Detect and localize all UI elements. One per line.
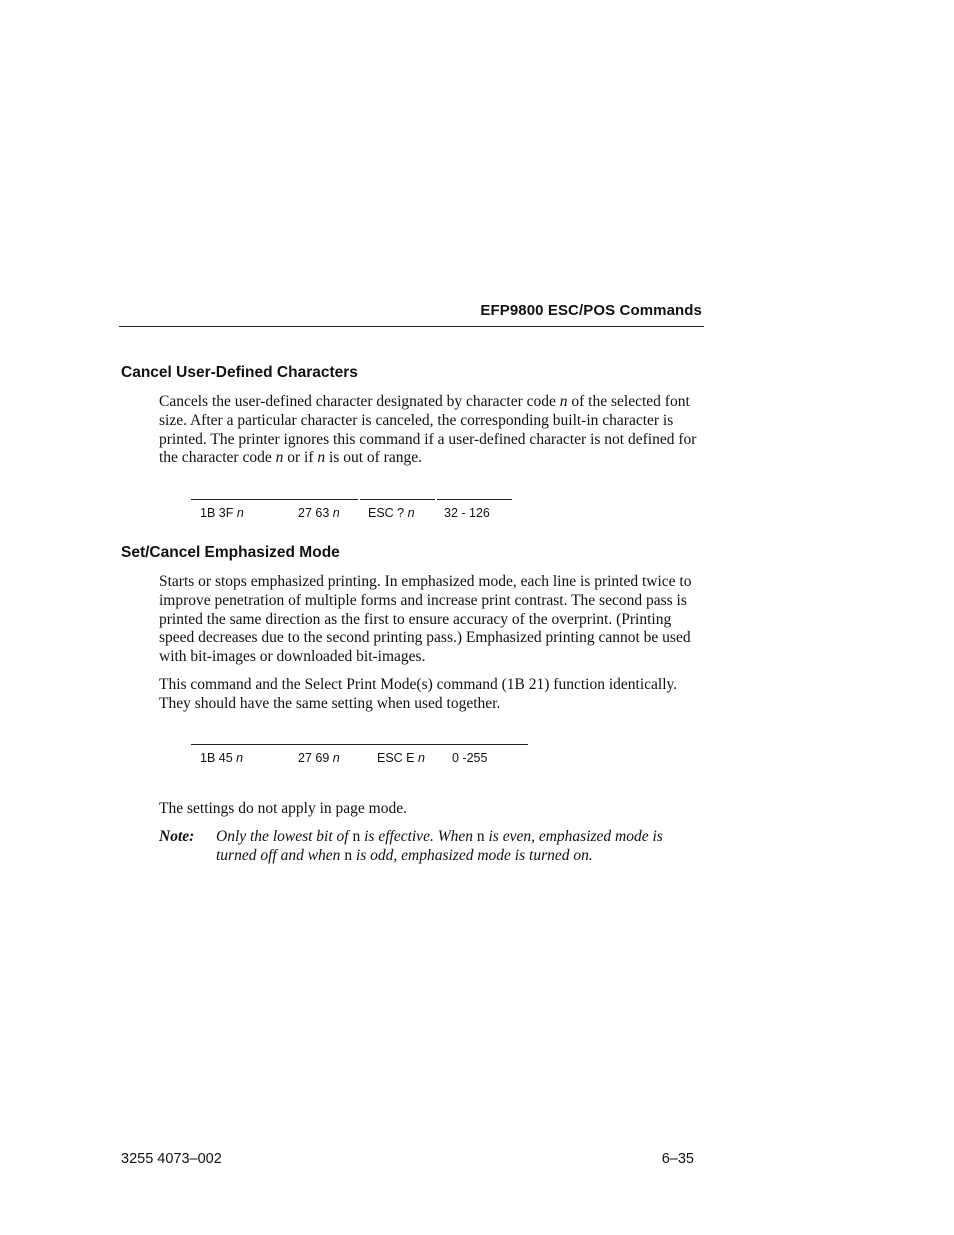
hex-code: 1B 3F n (200, 506, 244, 520)
section2-print-mode-note: This command and the Select Print Mode(s) command (1B 21) function identically. They should have the same setting when used together. (159, 676, 678, 712)
header-rule (119, 326, 704, 327)
command-row (0, 506, 954, 526)
footer-page-number: 6–35 (661, 1151, 694, 1167)
text-run: or if (283, 449, 318, 467)
decimal-code: 27 63 n (298, 506, 340, 520)
hex-code: 1B 45 n (200, 751, 244, 765)
text-run: of the selected font size. After a particular character is canceled, the corresponding built-in character is printed. The printer ignores this command if a user-defined character is not defined for the character code (159, 393, 697, 467)
command-table-2 (0, 744, 954, 774)
section-heading-emphasized-mode: Set/Cancel Emphasized Mode (121, 544, 340, 561)
command-table-1 (0, 499, 954, 529)
param-n: n (559, 393, 568, 410)
value-range: 32 - 126 (444, 506, 490, 520)
running-header: EFP9800 ESC/POS Commands (480, 302, 702, 319)
command-row (0, 751, 954, 771)
param-n: n (344, 846, 353, 864)
note-label: Note: (159, 828, 195, 845)
param-n: n (275, 449, 284, 467)
note-text: Only the lowest bit of n is effective. When n is even, emphasized mode is turned off and when n is odd, emphasized mode is turned on. (216, 828, 663, 864)
table-rule (360, 499, 435, 500)
footer-doc-number: 3255 4073–002 (121, 1151, 222, 1167)
decimal-code: 27 69 n (298, 751, 340, 765)
table-rule (437, 499, 512, 500)
page-mode-remark: The settings do not apply in page mode. (159, 800, 407, 817)
param-n: n (352, 828, 361, 845)
ascii-code: ESC E n (377, 751, 425, 765)
text-run: is out of range. (325, 449, 422, 467)
table-rule (191, 499, 358, 500)
section1-description (159, 393, 704, 468)
text-run: Cancels the user-defined character designated by character code (159, 393, 560, 410)
section2-description: Starts or stops emphasized printing. In emphasized mode, each line is printed twice to improve penetration of multiple forms and increase print contrast. The second pass is printed the same direction as the first to ensure accuracy of the overprint. (Printing speed decreases due to the second printing pass.) Emphasized printing cannot be used with bit-images or downloaded bit-images. (159, 573, 692, 666)
ascii-code: ESC ? n (368, 506, 415, 520)
param-n: n (317, 449, 326, 467)
value-range: 0 -255 (452, 751, 488, 765)
section-heading-cancel-user-defined: Cancel User-Defined Characters (121, 364, 358, 381)
param-n: n (476, 828, 485, 845)
table-rule (191, 744, 528, 745)
